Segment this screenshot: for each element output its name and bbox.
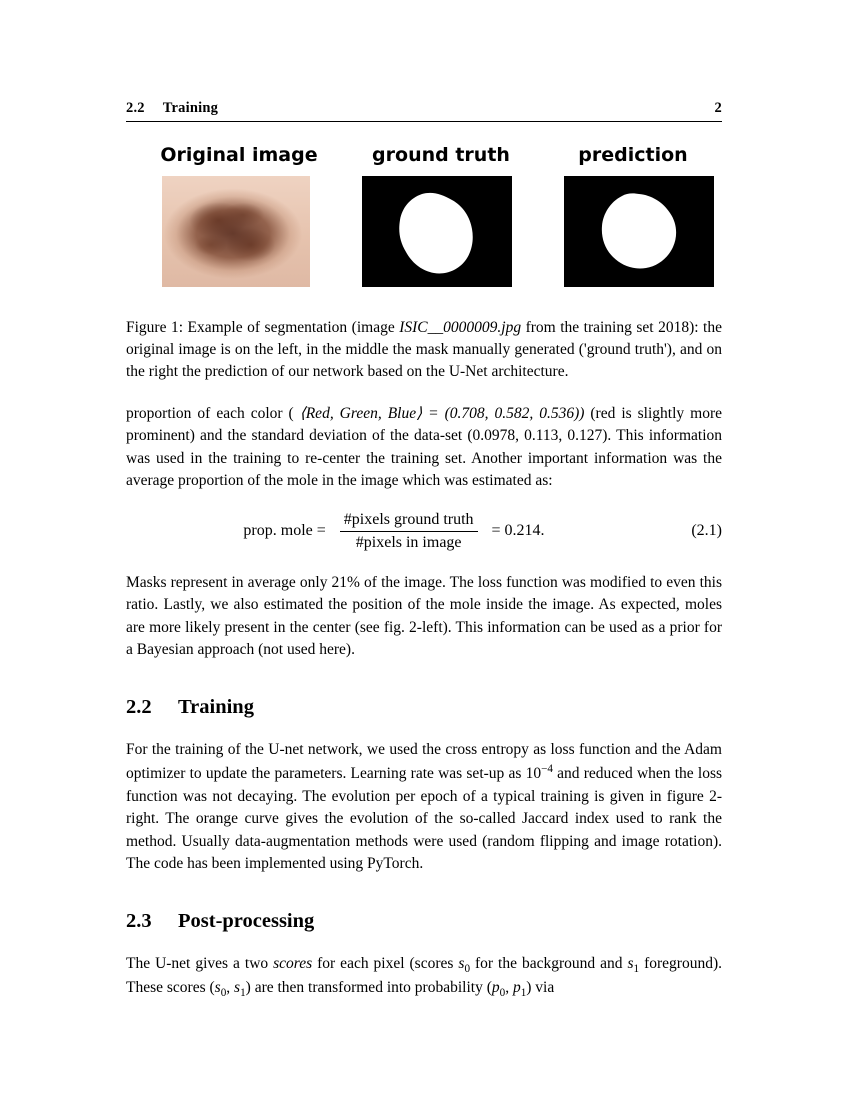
equation-denominator: #pixels in image — [340, 531, 478, 552]
p4-text-j: , — [505, 978, 513, 996]
p4-symbol-s0: s — [458, 954, 465, 972]
original-image-panel — [162, 176, 310, 287]
p4-text-c: for the background and — [470, 954, 628, 972]
skin-lesion-photo — [162, 176, 310, 287]
p4-symbol-s1b: s — [234, 978, 241, 996]
p4-sub-s0b: 0 — [220, 987, 227, 1000]
header-section-title: Training — [162, 100, 219, 116]
p3-text-b: and reduced when the loss function was not decaying. The evolution per epoch of a typical training is given in figure 2-right. The orange curve gives the evolution of the so-called Jaccard index used to rank the method. Usually data-augmentation methods were used (random flipping and image rotation). The code has been implemented using PyTorch. — [126, 765, 723, 873]
panel-title-original: Original image — [160, 144, 318, 166]
header-section-number: 2.2 — [126, 100, 145, 116]
panel-title-prediction: prediction — [578, 144, 688, 166]
p4-symbol-s0b: s — [214, 978, 221, 996]
caption-prefix: Figure 1: Example of segmentation (image — [126, 319, 400, 336]
p4-text-l: ) via — [526, 978, 555, 996]
paragraph-training — [126, 739, 722, 876]
heading-postprocessing-number: 2.3 — [126, 909, 152, 932]
figure-panel-titles — [126, 144, 722, 166]
p4-sub-s1: 1 — [633, 962, 640, 975]
caption-image-name: ISIC__0000009.jpg — [399, 319, 522, 336]
p4-text-f: , — [226, 978, 235, 996]
heading-postprocessing — [126, 910, 722, 933]
p4-symbol-p0: p — [491, 978, 500, 996]
equation-2-1 — [126, 511, 722, 552]
p3-text-a: For the training of the U-net network, we used the cross entropy as loss function and the Adam optimizer to update the parameters. Learning rate was set-up as 10 — [126, 740, 722, 783]
equation-tag: (2.1) — [691, 522, 722, 540]
p4-text-b: for each pixel (scores — [312, 954, 459, 972]
heading-training-title: Training — [178, 695, 254, 718]
p4-symbol-s1: s — [627, 954, 634, 972]
p1-text-a: proportion of each color ( — [126, 405, 300, 422]
p4-italic-scores: scores — [273, 954, 313, 972]
p4-sub-p1: 1 — [520, 987, 527, 1000]
panel-title-ground-truth: ground truth — [372, 144, 510, 166]
p4-text-d: foreground). These scores ( — [126, 954, 722, 996]
prediction-mask-panel — [564, 176, 714, 287]
page-content — [126, 100, 722, 1001]
running-header — [126, 100, 722, 122]
paragraph-masks: Masks represent in average only 21% of the image. The loss function was modified to even this ratio. Lastly, we also estimated the position of the mole inside the image. As expected, moles are more likely present in the center (see fig. 2-left). This information can be used as a prior for a Bayesian approach (not used here). — [126, 573, 722, 659]
p3-exponent: −4 — [541, 763, 553, 776]
p4-sub-s0: 0 — [464, 962, 471, 975]
figure-panels — [126, 176, 722, 287]
heading-postprocessing-title: Post-processing — [178, 909, 315, 932]
p4-sub-s1b: 1 — [240, 987, 246, 1000]
paragraph-postprocessing — [126, 953, 722, 1002]
p4-text-a: The U-net gives a two — [126, 954, 274, 972]
figure-1 — [126, 144, 722, 383]
figure-caption — [126, 317, 722, 383]
p1-math-rgb: ⟨Red, Green, Blue⟩ = (0.708, 0.582, 0.536)) — [299, 405, 585, 422]
p1-text-b: (red is slightly more prominent) and the standard deviation of the data-set (0.0978, 0.113, 0.127). This information was used in the training to re-center the training set. Another important information was the average proportion of the mole in the image which was estimated as: — [126, 405, 722, 490]
equation-numerator: #pixels ground truth — [343, 510, 474, 528]
p4-text-h: ) are then transformed into probability ( — [245, 978, 492, 996]
equation-rhs: = 0.214. — [491, 522, 545, 540]
header-page-number: 2 — [714, 100, 722, 116]
equation-fraction — [340, 511, 478, 552]
ground-truth-mask-panel — [362, 176, 512, 287]
prediction-mask-shape — [564, 176, 714, 287]
heading-training-number: 2.2 — [126, 695, 152, 718]
ground-truth-mask-shape — [362, 176, 512, 287]
caption-rest: from the training set 2018): the original image is on the left, in the middle the mask manually generated ('ground truth'), and on the right the prediction of our network based on the U-Net architecture. — [126, 319, 722, 380]
header-rule — [126, 121, 722, 122]
equation-lhs: prop. mole = — [243, 522, 326, 540]
p4-symbol-p1: p — [512, 978, 521, 996]
heading-training — [126, 696, 722, 719]
p4-sub-p0: 0 — [499, 987, 506, 1000]
paragraph-color-stats — [126, 403, 722, 493]
